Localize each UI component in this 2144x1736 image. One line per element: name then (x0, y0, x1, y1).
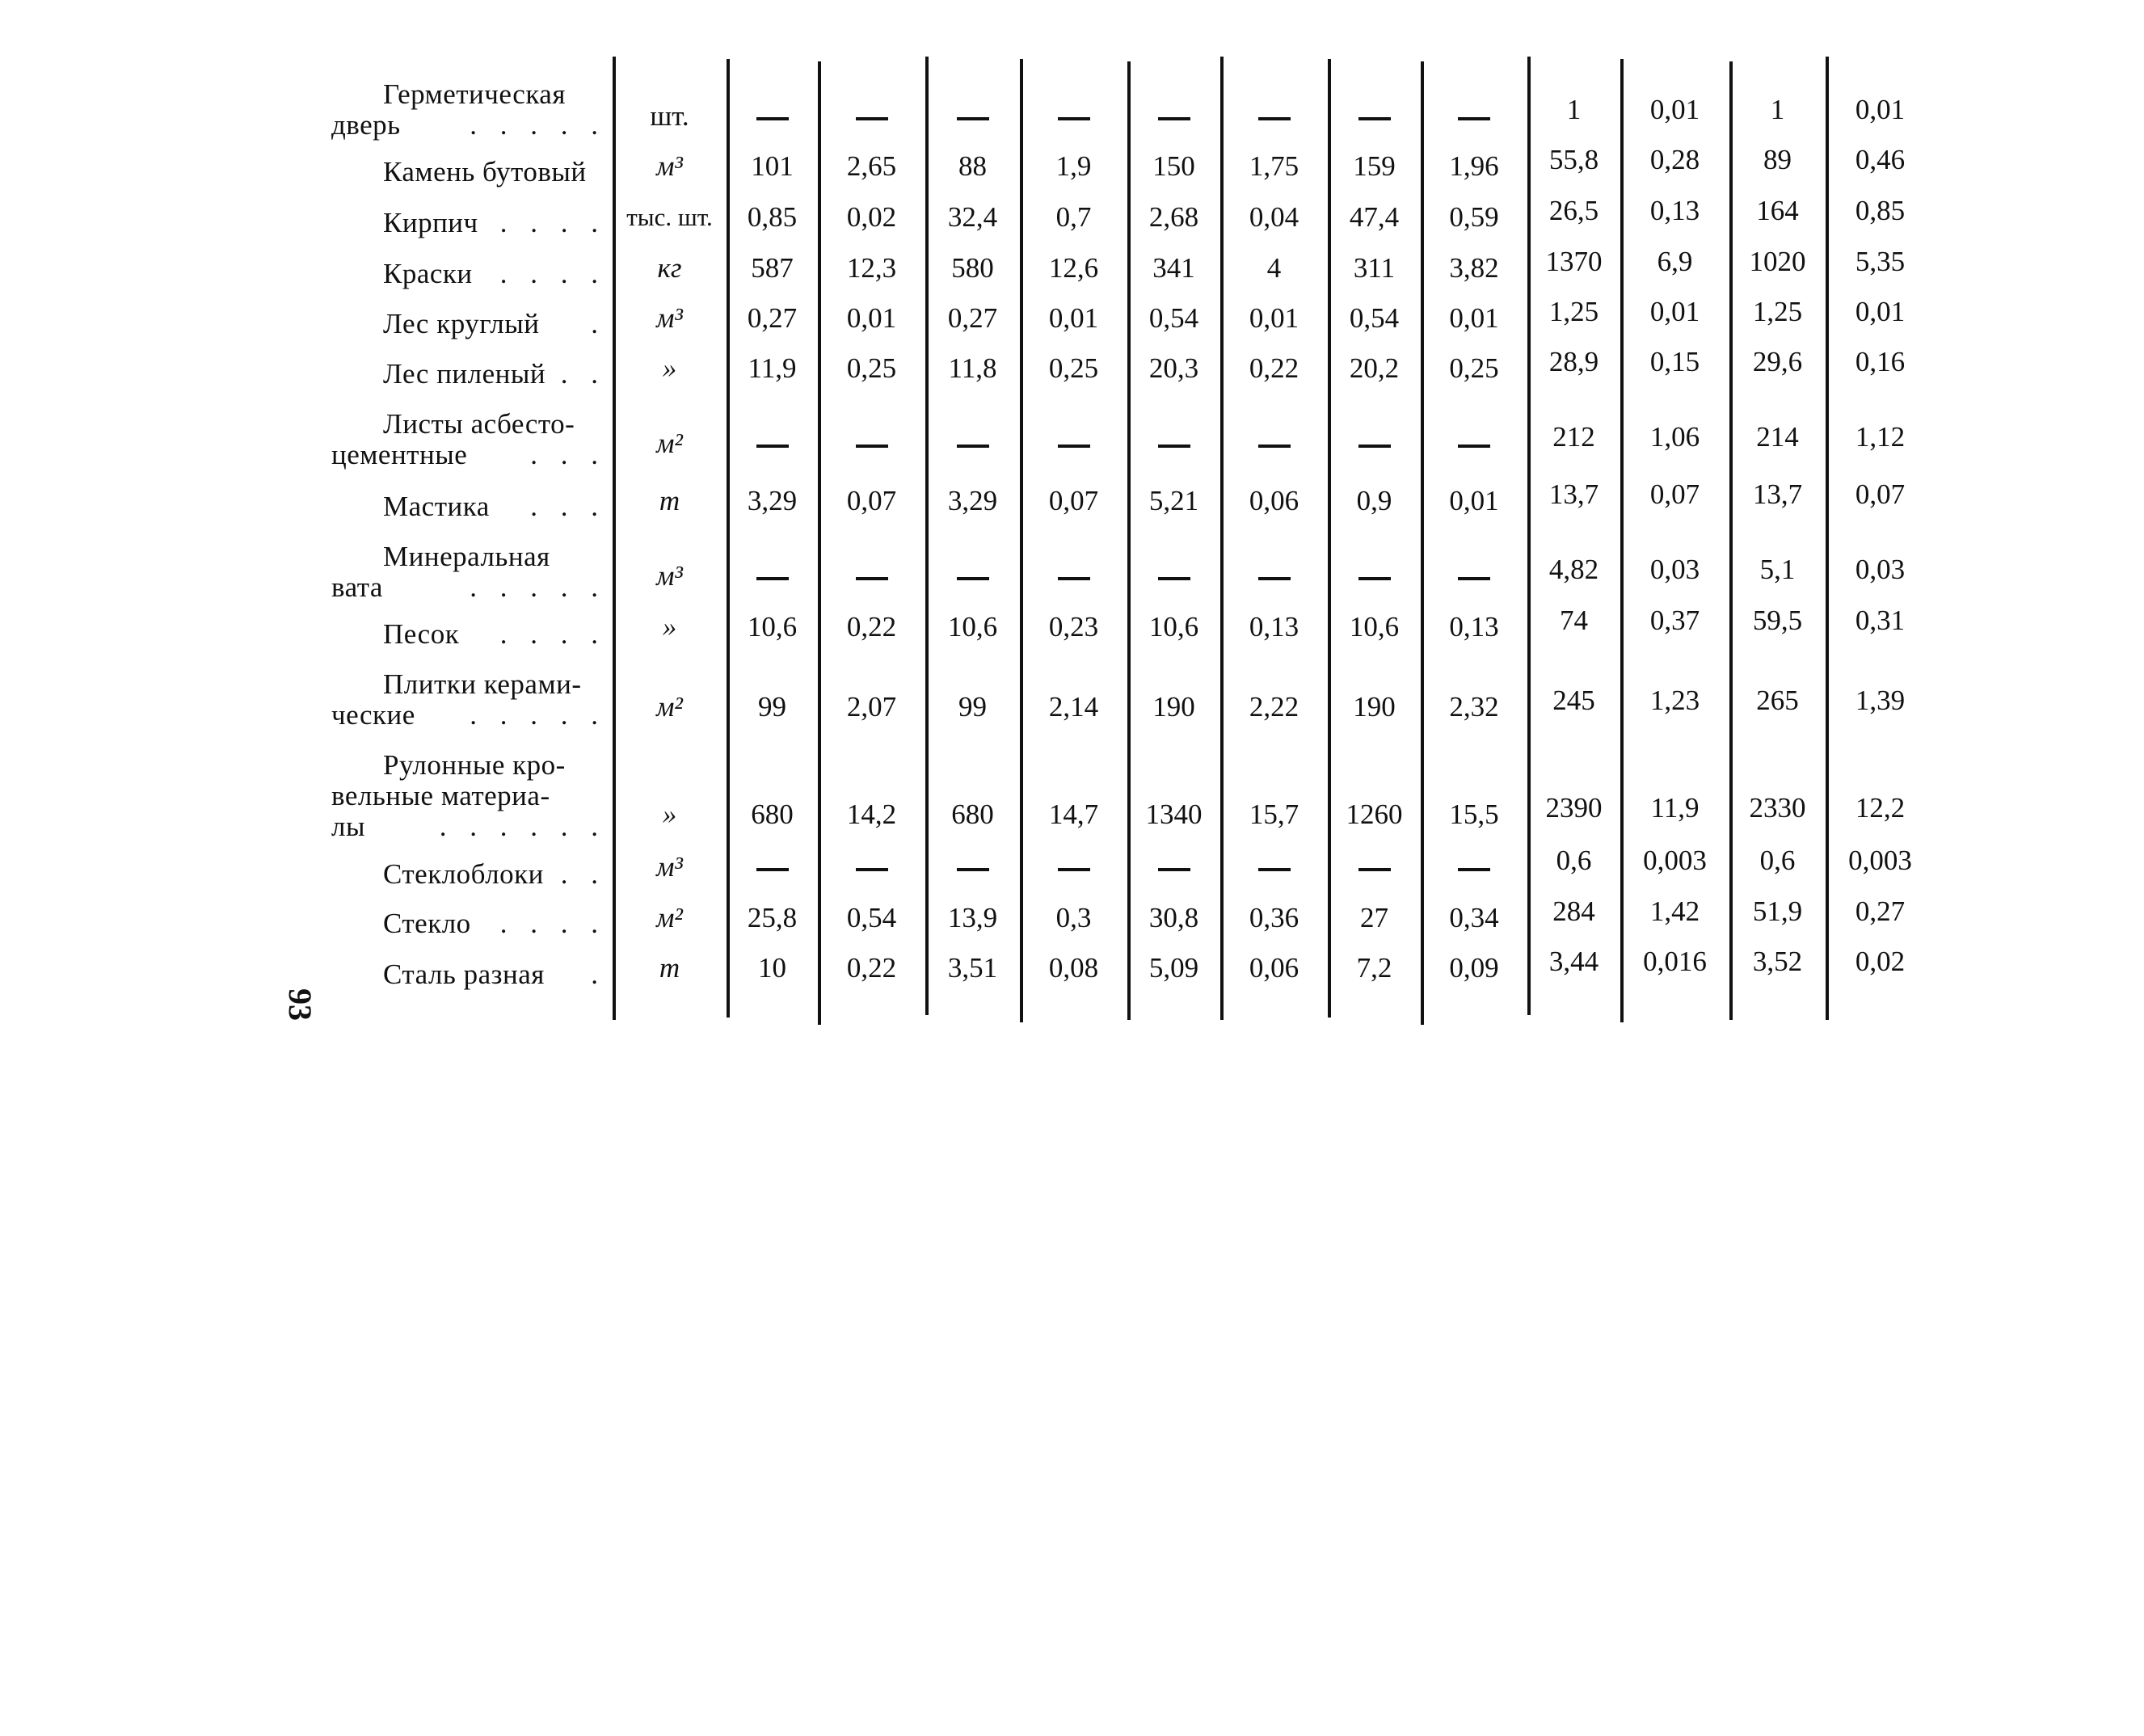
value-cell: 0,01 (1449, 302, 1499, 334)
value-cell (821, 562, 922, 591)
value-cell: 2,32 (1449, 691, 1499, 723)
value-cell: 0,01 (1048, 302, 1099, 334)
value-cell: 164 (1756, 195, 1799, 226)
value-cell (730, 853, 815, 882)
value-cell: 680 (951, 798, 994, 830)
value-cell: 0,09 (1449, 952, 1499, 984)
value-cell (1424, 562, 1524, 591)
value-cell: 2,68 (1148, 201, 1199, 233)
value-cell (1131, 853, 1217, 882)
value-cell (929, 429, 1017, 458)
leader-dots: . . . (530, 439, 606, 470)
value-cell: 0,6 (1759, 845, 1796, 876)
value-cell: 20,3 (1148, 352, 1199, 384)
value-cell: 0,25 (1048, 352, 1099, 384)
material-name-line: Плитки керами- (383, 668, 582, 700)
value-cell: 6,9 (1657, 246, 1693, 277)
value-cell: 1,9 (1055, 150, 1092, 182)
value-cell: 13,7 (1752, 478, 1803, 510)
dash-mark (1258, 577, 1291, 580)
value-cell: 311 (1353, 252, 1396, 284)
dash-mark (756, 117, 789, 120)
value-cell: 0,13 (1649, 195, 1700, 226)
value-cell (1023, 102, 1124, 131)
material-name-line: Мастика . . . (383, 491, 606, 522)
material-name (331, 619, 606, 650)
value-cell: 30,8 (1148, 902, 1199, 933)
leader-dots: . . . . . (470, 109, 606, 141)
value-cell: 13,9 (947, 902, 998, 933)
value-cell: 0,08 (1048, 952, 1099, 984)
value-cell: 0,06 (1249, 952, 1299, 984)
value-cell (1224, 102, 1325, 131)
leader-dots: . . . (530, 491, 606, 522)
dash-mark (957, 445, 989, 448)
dash-mark (1058, 117, 1090, 120)
value-cell: 10,6 (1148, 611, 1199, 643)
value-cell (1424, 853, 1524, 882)
value-cell: 12,3 (846, 252, 897, 284)
value-cell: 4,82 (1548, 554, 1599, 585)
value-cell: 0,31 (1855, 605, 1906, 636)
material-name (331, 959, 606, 990)
value-cell: 101 (751, 150, 794, 182)
value-cell: 0,27 (1855, 895, 1906, 927)
value-cell: 341 (1152, 252, 1195, 284)
value-cell: 0,04 (1249, 201, 1299, 233)
value-cell: 580 (951, 252, 994, 284)
value-cell: 1,23 (1649, 685, 1700, 716)
value-cell: 15,7 (1249, 798, 1299, 830)
value-cell: 1,25 (1548, 296, 1599, 327)
value-cell: 99 (958, 691, 987, 723)
value-cell: 0,6 (1556, 845, 1592, 876)
leader-dots: . . (560, 358, 606, 390)
value-cell (1331, 429, 1417, 458)
value-cell: 680 (751, 798, 794, 830)
value-cell (929, 562, 1017, 591)
value-cell: 5,21 (1148, 485, 1199, 516)
material-name (331, 359, 606, 390)
value-cell: 14,7 (1048, 798, 1099, 830)
value-cell: 0,25 (846, 352, 897, 384)
value-cell: 51,9 (1752, 895, 1803, 927)
value-cell: 5,09 (1148, 952, 1199, 984)
value-cell (1331, 853, 1417, 882)
leader-dots: . (591, 308, 606, 339)
value-cell (929, 102, 1017, 131)
leader-dots: . . . . . (470, 571, 606, 603)
value-cell: 3,51 (947, 952, 998, 984)
value-cell: 0,13 (1249, 611, 1299, 643)
material-name-line: ческие . . . . . (331, 699, 606, 731)
leader-dots: . . . . . (470, 699, 606, 731)
material-name (331, 309, 606, 339)
value-cell (1023, 429, 1124, 458)
material-name-line: дверь . . . . . (331, 109, 606, 141)
value-cell: 0,9 (1356, 485, 1392, 516)
dash-mark (1158, 445, 1190, 448)
value-cell: 0,3 (1055, 902, 1092, 933)
value-cell: 0,54 (1148, 302, 1199, 334)
material-name (331, 750, 606, 842)
dash-mark (1258, 445, 1291, 448)
material-name (331, 541, 606, 603)
value-cell: 26,5 (1548, 195, 1599, 226)
value-cell: 0,07 (846, 485, 897, 516)
material-name-line: вельные материа- (331, 780, 550, 811)
material-name-line: Камень бутовый (383, 156, 587, 188)
dash-mark (856, 577, 888, 580)
value-cell (929, 853, 1017, 882)
value-cell: 1,25 (1752, 296, 1803, 327)
unit-cell: » (662, 611, 677, 643)
leader-dots: . . . . (499, 618, 606, 650)
value-cell: 0,07 (1855, 478, 1906, 510)
value-cell (1131, 102, 1217, 131)
material-name (331, 669, 606, 731)
material-name-line: Минеральная (383, 541, 550, 572)
dash-mark (1158, 117, 1190, 120)
value-cell (1224, 853, 1325, 882)
value-cell: 0,01 (846, 302, 897, 334)
unit-cell: шт. (650, 100, 689, 132)
value-cell: 1020 (1749, 246, 1806, 277)
value-cell: 0,15 (1649, 346, 1700, 377)
value-cell: 1,42 (1649, 895, 1700, 927)
value-cell: 74 (1560, 605, 1588, 636)
value-cell: 29,6 (1752, 346, 1803, 377)
value-cell: 12,6 (1048, 252, 1099, 284)
value-cell (730, 429, 815, 458)
value-cell (1224, 429, 1325, 458)
value-cell: 2390 (1545, 792, 1603, 824)
value-cell: 1260 (1346, 798, 1403, 830)
value-cell (1224, 562, 1325, 591)
unit-cell: » (662, 352, 677, 384)
unit-cell: м³ (656, 851, 683, 883)
value-cell: 25,8 (747, 902, 798, 933)
value-cell: 47,4 (1349, 201, 1400, 233)
dash-mark (1458, 445, 1490, 448)
material-name (331, 157, 606, 188)
value-cell (1131, 562, 1217, 591)
material-name-line: Лес круглый . (383, 308, 606, 339)
value-cell: 190 (1353, 691, 1396, 723)
value-cell: 0,003 (1643, 845, 1707, 876)
material-name-line: Герметическая (383, 78, 566, 110)
value-cell: 88 (958, 150, 987, 182)
value-cell: 0,36 (1249, 902, 1299, 933)
value-cell: 0,01 (1649, 94, 1700, 125)
material-name (331, 859, 606, 890)
value-cell: 1 (1770, 94, 1785, 125)
value-cell: 1340 (1145, 798, 1203, 830)
value-cell: 0,16 (1855, 346, 1906, 377)
value-cell: 1,75 (1249, 150, 1299, 182)
unit-cell: » (662, 798, 677, 830)
value-cell: 3,29 (747, 485, 798, 516)
dash-mark (1058, 445, 1090, 448)
material-name-line: вата . . . . . (331, 571, 606, 603)
unit-cell: т (659, 952, 680, 984)
value-cell: 15,5 (1449, 798, 1499, 830)
value-cell: 12,2 (1855, 792, 1906, 824)
material-name-line: цементные . . . (331, 439, 606, 470)
dash-mark (856, 117, 888, 120)
value-cell: 1 (1566, 94, 1582, 125)
value-cell: 10 (758, 952, 786, 984)
value-cell: 3,44 (1548, 946, 1599, 977)
material-name (331, 491, 606, 522)
dash-mark (856, 445, 888, 448)
value-cell: 89 (1763, 144, 1792, 175)
unit-cell: м² (656, 428, 683, 459)
value-cell: 7,2 (1356, 952, 1392, 984)
dash-mark (1458, 577, 1490, 580)
value-cell: 59,5 (1752, 605, 1803, 636)
value-cell: 0,27 (747, 302, 798, 334)
material-name-line: Сталь разная . (383, 959, 606, 990)
value-cell: 1,39 (1855, 685, 1906, 716)
material-name-line: Лес пиленый . . (383, 358, 606, 390)
value-cell: 1,12 (1855, 421, 1906, 453)
value-cell: 10,6 (747, 611, 798, 643)
value-cell: 0,03 (1855, 554, 1906, 585)
value-cell: 2330 (1749, 792, 1806, 824)
value-cell (1023, 853, 1124, 882)
value-cell: 0,01 (1855, 296, 1906, 327)
value-cell: 3,29 (947, 485, 998, 516)
value-cell: 284 (1552, 895, 1595, 927)
dash-mark (957, 117, 989, 120)
leader-dots: . . (560, 858, 606, 890)
value-cell: 20,2 (1349, 352, 1400, 384)
value-cell: 0,07 (1048, 485, 1099, 516)
value-cell (821, 853, 922, 882)
leader-dots: . (591, 959, 606, 990)
value-cell: 0,01 (1449, 485, 1499, 516)
value-cell: 5,1 (1759, 554, 1796, 585)
value-cell: 0,13 (1449, 611, 1499, 643)
value-cell: 212 (1552, 421, 1595, 453)
value-cell: 55,8 (1548, 144, 1599, 175)
dash-mark (1458, 868, 1490, 871)
value-cell: 3,52 (1752, 946, 1803, 977)
value-cell (730, 102, 815, 131)
dash-mark (1358, 117, 1391, 120)
value-cell: 0,7 (1055, 201, 1092, 233)
value-cell: 11,8 (948, 352, 997, 384)
value-cell: 32,4 (947, 201, 998, 233)
dash-mark (1058, 577, 1090, 580)
value-cell: 0,06 (1249, 485, 1299, 516)
leader-dots: . . . . (499, 908, 606, 939)
value-cell: 0,22 (1249, 352, 1299, 384)
dash-mark (1458, 117, 1490, 120)
material-name (331, 908, 606, 939)
value-cell: 0,22 (846, 611, 897, 643)
value-cell: 245 (1552, 685, 1595, 716)
value-cell: 265 (1756, 685, 1799, 716)
value-cell: 0,46 (1855, 144, 1906, 175)
dash-mark (756, 577, 789, 580)
value-cell: 3,82 (1449, 252, 1499, 284)
value-cell: 99 (758, 691, 786, 723)
value-cell: 2,22 (1249, 691, 1299, 723)
leader-dots: . . . . . . (439, 811, 606, 842)
value-cell (1331, 102, 1417, 131)
page-number: 93 (282, 988, 318, 1021)
value-cell: 10,6 (947, 611, 998, 643)
value-cell: 11,9 (1650, 792, 1700, 824)
value-cell: 2,07 (846, 691, 897, 723)
dash-mark (1358, 577, 1391, 580)
value-cell: 13,7 (1548, 478, 1599, 510)
material-name (331, 259, 606, 289)
value-cell: 0,22 (846, 952, 897, 984)
unit-cell: тыс. шт. (626, 203, 713, 231)
value-cell: 2,65 (846, 150, 897, 182)
unit-cell: м³ (656, 560, 683, 592)
unit-cell: кг (657, 252, 682, 284)
value-cell: 11,9 (748, 352, 797, 384)
material-name-line: лы . . . . . . (331, 811, 606, 842)
value-cell: 0,02 (846, 201, 897, 233)
dash-mark (1258, 117, 1291, 120)
material-name (331, 208, 606, 238)
value-cell: 1,96 (1449, 150, 1499, 182)
value-cell: 0,34 (1449, 902, 1499, 933)
value-cell: 0,01 (1249, 302, 1299, 334)
value-cell: 150 (1152, 150, 1195, 182)
value-cell (1023, 562, 1124, 591)
value-cell (730, 562, 815, 591)
value-cell: 0,25 (1449, 352, 1499, 384)
value-cell: 0,54 (846, 902, 897, 933)
value-cell: 0,02 (1855, 946, 1906, 977)
material-name-line: Стеклоблоки . . (383, 858, 606, 890)
unit-cell: м² (656, 691, 683, 723)
dash-mark (957, 577, 989, 580)
leader-dots: . . . . (499, 207, 606, 238)
dash-mark (756, 868, 789, 871)
value-cell: 14,2 (846, 798, 897, 830)
value-cell (821, 102, 922, 131)
value-cell: 0,54 (1349, 302, 1400, 334)
unit-cell: т (659, 485, 680, 516)
value-cell: 10,6 (1349, 611, 1400, 643)
leader-dots: . . . . (499, 258, 606, 289)
dash-mark (1258, 868, 1291, 871)
value-cell: 2,14 (1048, 691, 1099, 723)
value-cell: 28,9 (1548, 346, 1599, 377)
unit-cell: м³ (656, 302, 683, 334)
value-cell: 0,27 (947, 302, 998, 334)
value-cell: 0,28 (1649, 144, 1700, 175)
dash-mark (1358, 445, 1391, 448)
material-name-line: Кирпич . . . . (383, 207, 606, 238)
material-name (331, 79, 606, 141)
dash-mark (957, 868, 989, 871)
value-cell: 5,35 (1855, 246, 1906, 277)
material-name-line: Краски . . . . (383, 258, 606, 289)
material-name (331, 409, 606, 470)
value-cell (1331, 562, 1417, 591)
value-cell: 0,07 (1649, 478, 1700, 510)
value-cell: 27 (1360, 902, 1388, 933)
value-cell: 0,003 (1848, 845, 1912, 876)
value-cell: 0,01 (1855, 94, 1906, 125)
value-cell: 0,85 (1855, 195, 1906, 226)
dash-mark (1158, 577, 1190, 580)
dash-mark (1058, 868, 1090, 871)
value-cell: 190 (1152, 691, 1195, 723)
value-cell (1424, 102, 1524, 131)
value-cell: 159 (1353, 150, 1396, 182)
material-name-line: Листы асбесто- (383, 408, 575, 440)
value-cell: 4 (1266, 252, 1282, 284)
material-name-line: Рулонные кро- (383, 749, 566, 781)
dash-mark (1358, 868, 1391, 871)
dash-mark (856, 868, 888, 871)
material-name-line: Стекло . . . . (383, 908, 606, 939)
dash-mark (1158, 868, 1190, 871)
unit-cell: м³ (656, 150, 683, 182)
value-cell (821, 429, 922, 458)
value-cell: 0,01 (1649, 296, 1700, 327)
value-cell: 214 (1756, 421, 1799, 453)
value-cell: 0,23 (1048, 611, 1099, 643)
value-cell (1131, 429, 1217, 458)
unit-cell: м² (656, 902, 683, 933)
value-cell: 0,016 (1643, 946, 1707, 977)
value-cell: 0,37 (1649, 605, 1700, 636)
value-cell: 1370 (1545, 246, 1603, 277)
value-cell: 1,06 (1649, 421, 1700, 453)
value-cell: 0,59 (1449, 201, 1499, 233)
value-cell: 0,85 (747, 201, 798, 233)
value-cell: 0,03 (1649, 554, 1700, 585)
dash-mark (756, 445, 789, 448)
value-cell (1424, 429, 1524, 458)
value-cell: 587 (751, 252, 794, 284)
material-name-line: Песок . . . . (383, 618, 606, 650)
